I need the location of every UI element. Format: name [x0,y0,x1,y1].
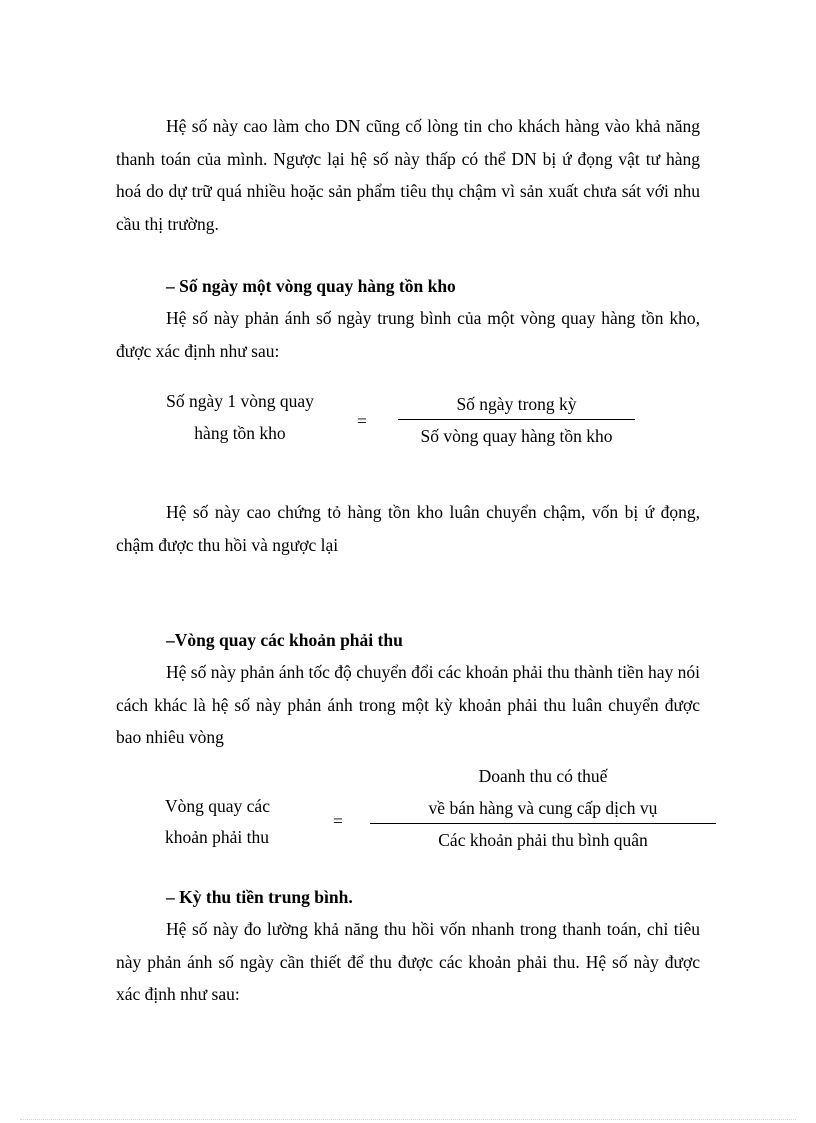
heading-inventory-days: – Số ngày một vòng quay hàng tồn kho [166,276,456,296]
formula2-numerator-line2: về bán hàng và cung cấp dịch vụ [428,798,658,818]
formula1-equals: = [357,411,367,431]
heading-receivables-turnover: –Vòng quay các khoản phải thu [166,630,403,650]
paragraph-1: Hệ số này cao làm cho DN cũng cố lòng tin cho khách hàng vào khả năng thanh toán của mình. Ngược lại hệ số này thấp có thể DN bị ứ đọng vật tư hàng hoá do dự trữ quá nhiều hoặc sản phẩm tiêu thụ chậm vì sản xuất chưa sát với nhu cầu thị trường. [116,116,700,234]
page-bottom-divider [20,1119,796,1120]
heading-collection-period: – Kỳ thu tiền trung bình. [166,887,353,907]
formula1-numerator: Số ngày trong kỳ [456,394,577,414]
paragraph-2: Hệ số này phản ánh số ngày trung bình của một vòng quay hàng tồn kho, được xác định như sau: [116,308,700,361]
paragraph-4: Hệ số này phản ánh tốc độ chuyển đổi các khoản phải thu thành tiền hay nói cách khác là hệ số này phản ánh trong một kỳ khoản phải thu luân chuyển được bao nhiêu vòng [116,662,700,747]
formula2-equals: = [333,811,343,831]
paragraph-3: Hệ số này cao chứng tỏ hàng tồn kho luân chuyển chậm, vốn bị ứ đọng, chậm được thu hồi và ngược lại [116,502,700,555]
paragraph-5: Hệ số này đo lường khả năng thu hồi vốn nhanh trong thanh toán, chỉ tiêu này phản ánh số ngày cần thiết để thu được các khoản phải thu. Hệ số này được xác định như sau: [116,919,700,1004]
formula1-denominator: Số vòng quay hàng tồn kho [420,426,613,446]
formula1-lhs-line2: hàng tồn kho [194,423,286,443]
formula2-lhs-line1: Vòng quay các [165,796,270,816]
formula2-lhs-line2: khoản phải thu [165,827,270,847]
formula1-lhs-line1: Số ngày 1 vòng quay [166,391,314,411]
formula2-fraction-bar [370,823,716,824]
formula1-fraction-bar [398,419,635,420]
formula2-denominator: Các khoản phải thu bình quân [438,830,648,850]
formula2-numerator-line1: Doanh thu có thuế [478,766,608,786]
